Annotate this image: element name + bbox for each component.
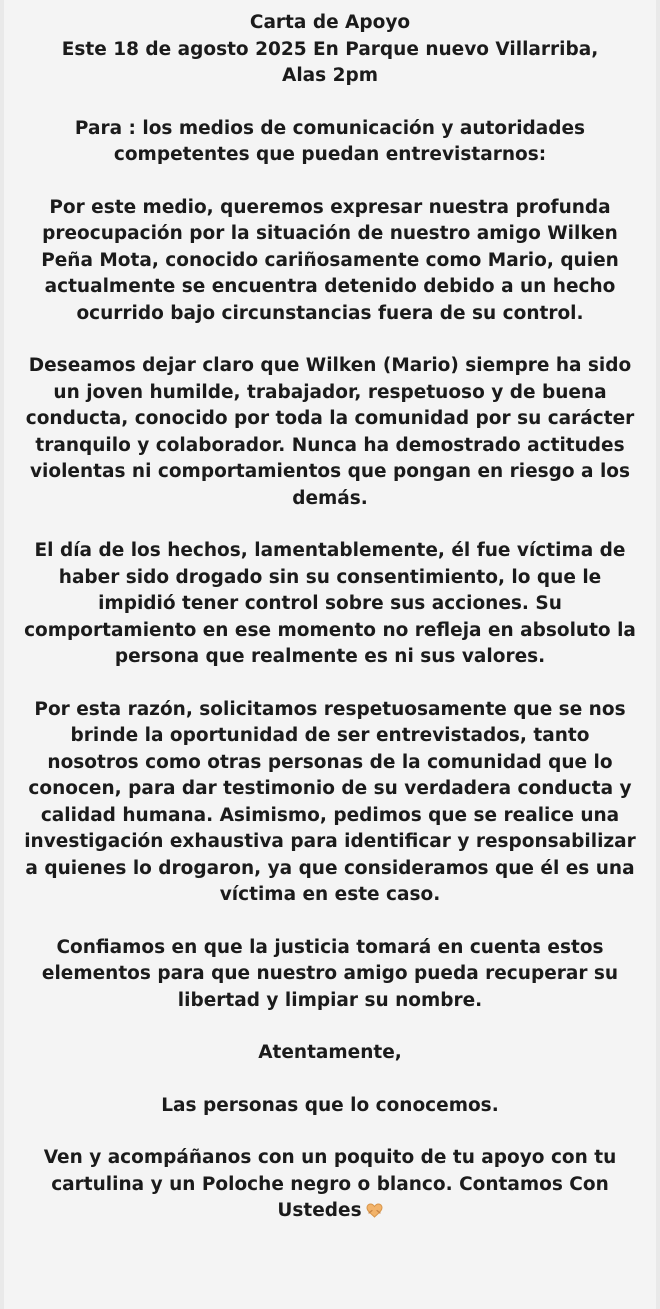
paragraph-request: Por esta razón, solicitamos respetuosamente que se nos brinde la oportunidad de ser entrevistados, tanto nosotros como otras personas de la comunidad que lo conocen, para dar testimonio de su verdadera conducta y calidad humana. Asimismo, pedimos que se realice una investigación exhaustiva para identificar y responsabilizar a quienes lo drogaron, ya que consideramos que él es una víctima en este caso. — [24, 698, 636, 905]
heart-hands-icon — [366, 1200, 383, 1215]
invitation-message: Ven y acompáñanos con un poquito de tu apoyo con tu cartulina y un Poloche negro o blanco. Contamos Con Ustedes — [43, 1147, 617, 1221]
event-time: Alas 2pm — [282, 65, 378, 86]
paragraph-concern: Por este medio, queremos expresar nuestra profunda preocupación por la situación de nuestro amigo Wilken Peña Mota, conocido cariñosamente como Mario, quien actualmente se encuentra detenido debido a un hecho ocurrido bajo circunstancias fuera de su control. — [41, 196, 619, 324]
paragraph-incident: El día de los hechos, lamentablemente, él fue víctima de haber sido drogado sin su consentimiento, lo que le impidió tener control sobre sus acciones. Su comportamiento en ese momento no refleja en absoluto la persona que realmente es ni sus valores. — [24, 540, 636, 667]
letter-recipient: Para : los medios de comunicación y autoridades competentes que puedan entrevistarnos: — [74, 117, 586, 165]
letter-signature: Las personas que lo conocemos. — [161, 1094, 499, 1116]
paragraph-justice: Confiamos en que la justicia tomará en cuenta estos elementos para que nuestro amigo pueda recuperar su libertad y limpiar su nombre. — [41, 936, 619, 1011]
event-date-location: Este 18 de agosto 2025 En Parque nuevo Villarriba, — [61, 38, 599, 60]
support-letter — [22, 10, 638, 1225]
paragraph-character: Deseamos dejar claro que Wilken (Mario) siempre ha sido un joven humilde, trabajador, respetuoso y de buena conducta, conocido por toda la comunidad por su carácter tranquilo y colaborador. Nunca ha demostrado actitudes violentas ni comportamientos que pongan en riesgo a los demás. — [25, 355, 635, 509]
page-edge-right — [656, 0, 660, 1309]
page-edge-left — [0, 0, 4, 1309]
invitation-text — [22, 1145, 638, 1225]
letter-title: Carta de Apoyo — [249, 12, 411, 33]
letter-closing: Atentamente, — [258, 1042, 402, 1063]
